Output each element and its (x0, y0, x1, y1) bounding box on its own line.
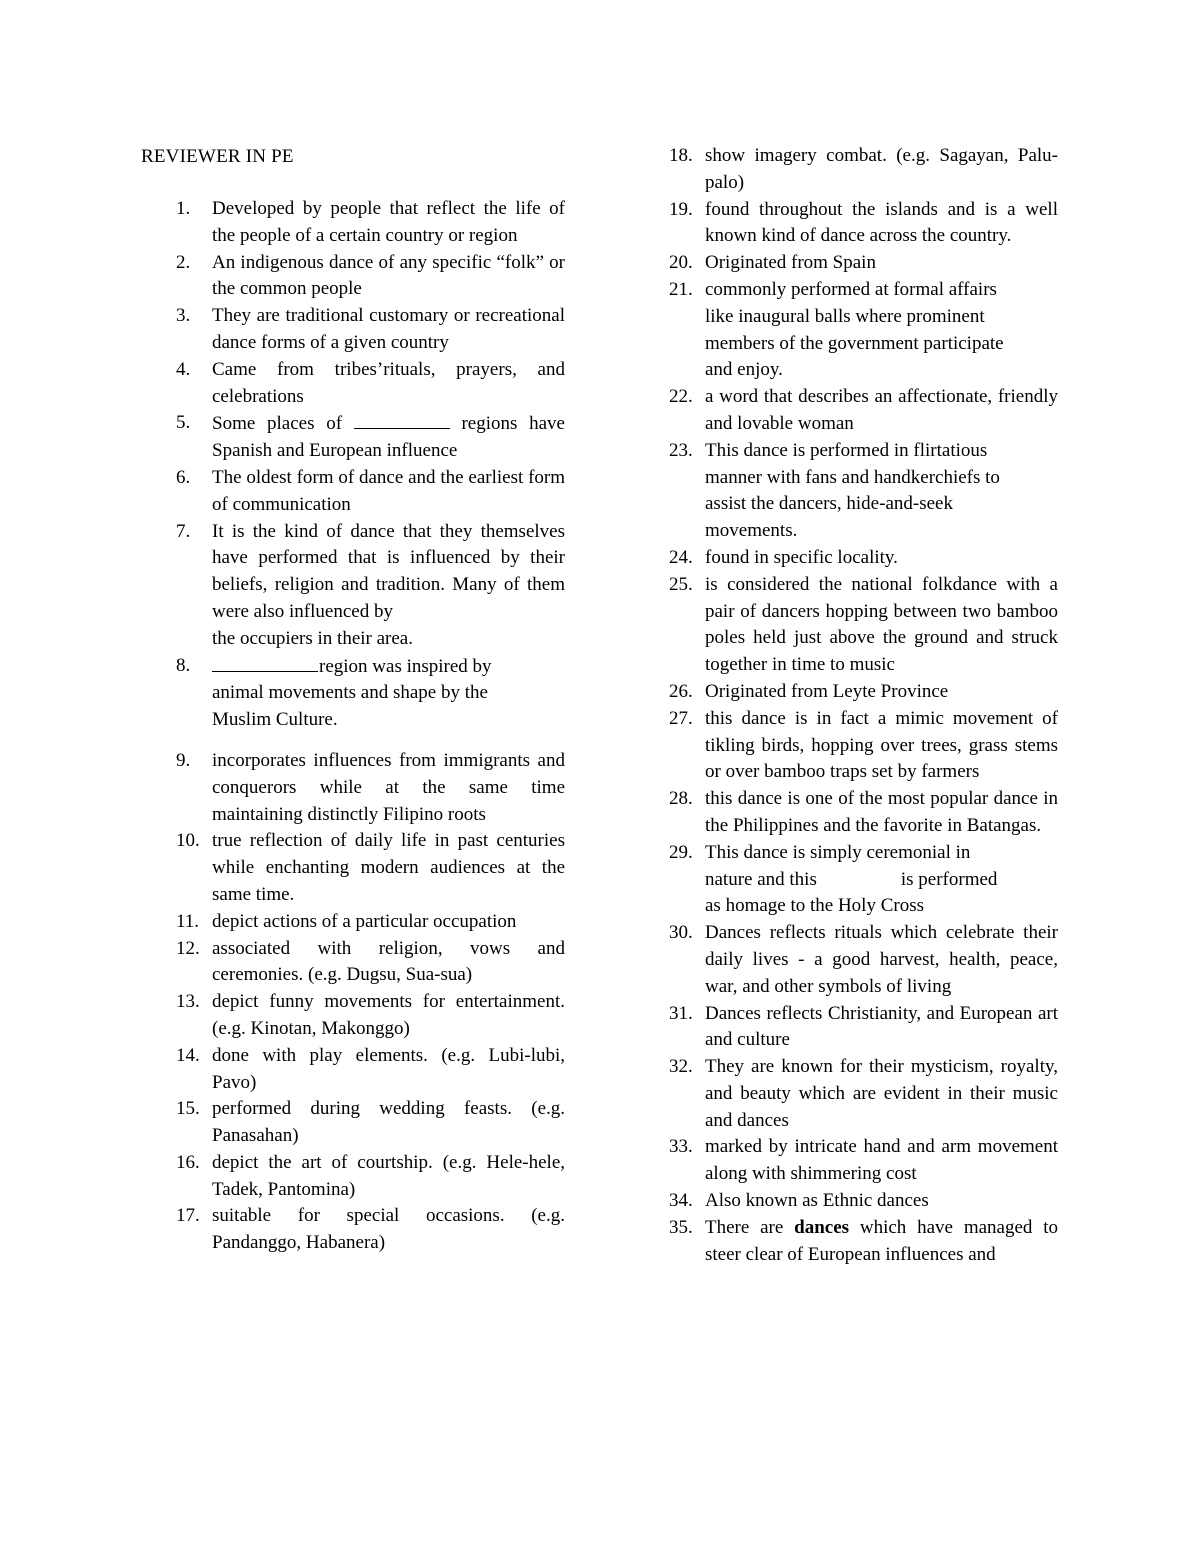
item-text-before-blank: Some places of (212, 413, 354, 435)
item-text: Originated from Leyte Province (705, 680, 949, 702)
item-number: 31. (669, 1002, 693, 1024)
item-text-line: manner with fans and handkerchiefs to (705, 466, 1000, 488)
item-text-after-blank: regions have Spanish and European influence (212, 413, 565, 462)
item-number: 4. (176, 358, 191, 380)
list-item (176, 1096, 565, 1150)
item-text: depict funny movements for entertainment. (e.g. Kinotan, Makonggo) (212, 991, 565, 1039)
item-text: incorporates influences from immigrants and conquerors while at the same time maintaining distinctly Filipino roots (212, 749, 565, 825)
item-number: 26. (669, 680, 693, 702)
item-text: Dances reflects rituals which celebrate their daily lives - a good harvest, health, peace, war, and other symbols of living (705, 922, 1058, 997)
item-number: 35. (669, 1216, 693, 1238)
item-text-line: members of the government participate (705, 332, 1004, 354)
item-number: 27. (669, 707, 693, 729)
item-text: found throughout the islands and is a well known kind of dance across the country. (705, 198, 1058, 247)
item-number: 10. (176, 830, 200, 852)
item-text-line: the occupiers in their area. (212, 627, 413, 649)
fill-in-blank (212, 653, 318, 672)
item-text: show imagery combat. (e.g. Sagayan, Palu-palo) (705, 145, 1058, 193)
item-text-line: animal movements and shape by the (212, 682, 488, 704)
item-number: 13. (176, 991, 200, 1013)
item-number: 6. (176, 466, 191, 488)
item-text: depict actions of a particular occupation (212, 910, 517, 932)
item-number: 22. (669, 386, 693, 408)
list-item (176, 250, 565, 304)
item-number: 18. (669, 145, 693, 166)
list-item (669, 384, 1058, 438)
item-text-line: Muslim Culture. (212, 709, 338, 731)
list-item (176, 989, 565, 1043)
item-number: 32. (669, 1056, 693, 1078)
list-item (669, 679, 1058, 706)
list-item (176, 465, 565, 519)
item-text-segment: is performed (900, 868, 998, 890)
item-number: 28. (669, 788, 693, 810)
item-text-line: assist the dancers, hide-and-seek (705, 493, 953, 515)
item-text: is considered the national folkdance with a pair of dancers hopping between two bamboo poles held just above the ground and struck together in time to music (705, 573, 1058, 676)
item-text (212, 653, 565, 681)
item-number: 11. (176, 910, 200, 932)
item-text: Developed by people that reflect the life of the people of a certain country or region (212, 198, 565, 246)
fill-in-blank (354, 410, 450, 429)
item-number: 23. (669, 439, 693, 461)
item-text: This dance is simply ceremonial in (705, 841, 971, 863)
list-item (669, 1134, 1058, 1188)
list-item (176, 1150, 565, 1204)
list-item (669, 1001, 1058, 1055)
list-item (669, 545, 1058, 572)
list-item (669, 197, 1058, 251)
page-title: REVIEWER IN PE (141, 146, 294, 167)
item-text: Came from tribes’rituals, prayers, and celebrations (212, 358, 565, 407)
item-text: associated with religion, vows and ceremonies. (e.g. Dugsu, Sua-sua) (212, 937, 565, 986)
item-number: 3. (176, 305, 191, 327)
item-text: They are traditional customary or recreational dance forms of a given country (212, 305, 565, 353)
list-item (176, 653, 565, 734)
item-text-line: and enjoy. (705, 359, 783, 381)
item-number: 7. (176, 520, 191, 542)
list-item (176, 909, 565, 936)
list-item (669, 438, 1058, 545)
list-item (669, 143, 1058, 197)
list-item (176, 303, 565, 357)
item-number: 21. (669, 278, 693, 300)
list-item (176, 936, 565, 990)
list-item (669, 786, 1058, 840)
list-item (176, 410, 565, 465)
item-number: 33. (669, 1136, 693, 1158)
item-text: Originated from Spain (705, 252, 876, 274)
list-item (669, 920, 1058, 1000)
list-item (669, 1215, 1058, 1269)
list-item (176, 519, 565, 653)
item-number: 20. (669, 252, 693, 274)
item-number: 25. (669, 573, 693, 595)
list-item (176, 828, 565, 908)
list-item (669, 1054, 1058, 1134)
list-item (176, 1043, 565, 1097)
item-number: 1. (176, 198, 191, 219)
item-number: 29. (669, 841, 693, 863)
item-number: 12. (176, 937, 200, 959)
list-item (669, 250, 1058, 277)
right-question-list (669, 143, 1058, 1268)
item-number: 2. (176, 251, 191, 273)
list-item (669, 277, 1058, 384)
item-number: 34. (669, 1190, 693, 1212)
left-question-list (176, 196, 565, 1257)
list-item (669, 840, 1058, 920)
item-text: this dance is in fact a mimic movement of tikling birds, hopping over trees, grass stems or over bamboo traps set by farmers (705, 707, 1058, 783)
item-number: 8. (176, 654, 191, 676)
item-text-after-blank: region was inspired by (319, 655, 492, 677)
item-text: commonly performed at formal affairs (705, 278, 997, 300)
list-item (176, 748, 565, 828)
list-item (176, 357, 565, 411)
item-text (705, 1215, 1058, 1269)
item-number: 14. (176, 1044, 200, 1066)
item-text-line: like inaugural balls where prominent (705, 305, 985, 327)
item-text: The oldest form of dance and the earliest form of communication (212, 466, 565, 515)
item-text: done with play elements. (e.g. Lubi-lubi, Pavo) (212, 1044, 565, 1093)
list-item (669, 572, 1058, 679)
item-text-line: as homage to the Holy Cross (705, 895, 925, 917)
item-text: depict the art of courtship. (e.g. Hele-hele, Tadek, Pantomina) (212, 1151, 565, 1200)
item-text: An indigenous dance of any specific “folk” or the common people (212, 251, 565, 300)
item-number: 9. (176, 749, 191, 771)
item-text-line (705, 867, 1058, 894)
item-number: 19. (669, 198, 693, 220)
list-item (669, 1188, 1058, 1215)
item-text: performed during wedding feasts. (e.g. Panasahan) (212, 1098, 565, 1147)
item-text-after-bold: which have managed to steer clear of European influences and (705, 1216, 1058, 1265)
item-number: 5. (176, 412, 191, 434)
item-text: marked by intricate hand and arm movement along with shimmering cost (705, 1136, 1058, 1185)
item-text: It is the kind of dance that they themselves have performed that is influenced by their beliefs, religion and tradition. Many of them were also influenced by (212, 520, 565, 622)
item-text: suitable for special occasions. (e.g. Pandanggo, Habanera) (212, 1205, 565, 1254)
item-text: this dance is one of the most popular dance in the Philippines and the favorite in Batangas. (705, 788, 1058, 836)
item-number: 24. (669, 546, 693, 568)
list-item (669, 706, 1058, 786)
list-item (176, 196, 565, 250)
list-item (176, 1203, 565, 1257)
item-text: found in specific locality. (705, 546, 898, 568)
item-number: 15. (176, 1098, 200, 1120)
item-number: 17. (176, 1205, 200, 1227)
bold-term: dances (794, 1216, 850, 1238)
item-number: 16. (176, 1151, 200, 1173)
item-text: true reflection of daily life in past centuries while enchanting modern audiences at the same time. (212, 830, 565, 905)
item-text: a word that describes an affectionate, friendly and lovable woman (705, 386, 1058, 434)
item-text (212, 410, 565, 465)
item-text: They are known for their mysticism, royalty, and beauty which are evident in their music and dances (705, 1056, 1058, 1131)
item-text-line: movements. (705, 520, 798, 542)
item-text: Also known as Ethnic dances (705, 1190, 929, 1212)
item-text-segment: nature and this (705, 868, 817, 890)
item-number: 30. (669, 922, 693, 944)
item-text: Dances reflects Christianity, and European art and culture (705, 1002, 1058, 1051)
item-text-before-bold: There are (705, 1216, 795, 1238)
item-text: This dance is performed in flirtatious (705, 439, 988, 461)
